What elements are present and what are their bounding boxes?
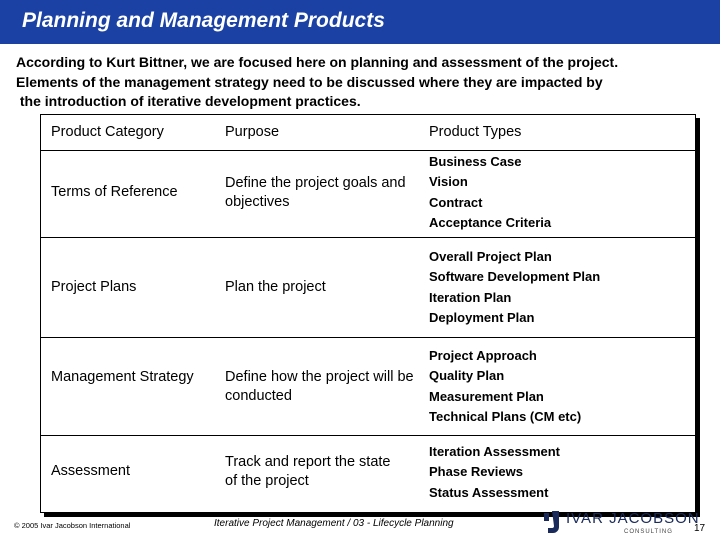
logo-text: IVAR JACOBSON [566, 510, 700, 527]
header-divider [41, 150, 695, 151]
row-category: Management Strategy [51, 369, 194, 385]
row-category: Project Plans [51, 279, 137, 295]
intro-line: According to Kurt Bittner, we are focused here on planning and assessment of the project. [16, 54, 619, 70]
product-type: Contract [429, 194, 483, 210]
row-divider [41, 435, 695, 436]
header-product-category: Product Category [51, 124, 164, 140]
row-product-types [429, 442, 560, 503]
product-type: Project Approach [429, 348, 537, 363]
row-purpose: Define the project goals and objectives [225, 175, 406, 210]
logo-subtext: CONSULTING [624, 529, 673, 535]
product-type: Acceptance Criteria [429, 214, 552, 230]
slide-title: Planning and Management Products [22, 9, 385, 32]
intro-line: Elements of the management strategy need to be discussed where they are impacted by [16, 73, 603, 90]
product-type: Business Case [429, 154, 522, 169]
row-category: Assessment [51, 463, 130, 479]
intro-text [16, 53, 716, 112]
product-type: Measurement Plan [429, 388, 544, 404]
header-purpose: Purpose [225, 124, 280, 140]
row-divider [41, 337, 695, 338]
product-type: Deployment Plan [429, 309, 535, 325]
product-type: Quality Plan [429, 368, 505, 384]
row-purpose: Define how the project will be conducted [225, 369, 414, 404]
course-title: Iterative Project Management / 03 - Lifecycle Planning [214, 518, 454, 529]
product-type: Overall Project Plan [429, 249, 552, 264]
product-type: Technical Plans (CM etc) [429, 408, 582, 424]
row-category: Terms of Reference [51, 184, 178, 200]
intro-line: the introduction of iterative development practices. [16, 93, 361, 109]
product-type: Iteration Plan [429, 289, 512, 305]
row-divider [41, 237, 695, 238]
row-purpose: Plan the project [225, 279, 326, 295]
row-product-types [429, 152, 551, 233]
row-product-types [429, 346, 581, 427]
product-type: Iteration Assessment [429, 444, 561, 459]
title-bar [0, 0, 720, 44]
row-purpose: Track and report the state of the project [225, 454, 391, 489]
products-table [40, 114, 696, 513]
copyright-text: © 2005 Ivar Jacobson International [14, 521, 131, 530]
product-type: Software Development Plan [429, 269, 601, 285]
row-product-types [429, 247, 600, 328]
logo-mark-icon [542, 509, 564, 537]
page-number: 17 [694, 523, 706, 534]
product-type: Phase Reviews [429, 464, 523, 480]
header-product-types: Product Types [429, 124, 522, 140]
product-type: Status Assessment [429, 484, 549, 500]
product-type: Vision [429, 174, 468, 190]
